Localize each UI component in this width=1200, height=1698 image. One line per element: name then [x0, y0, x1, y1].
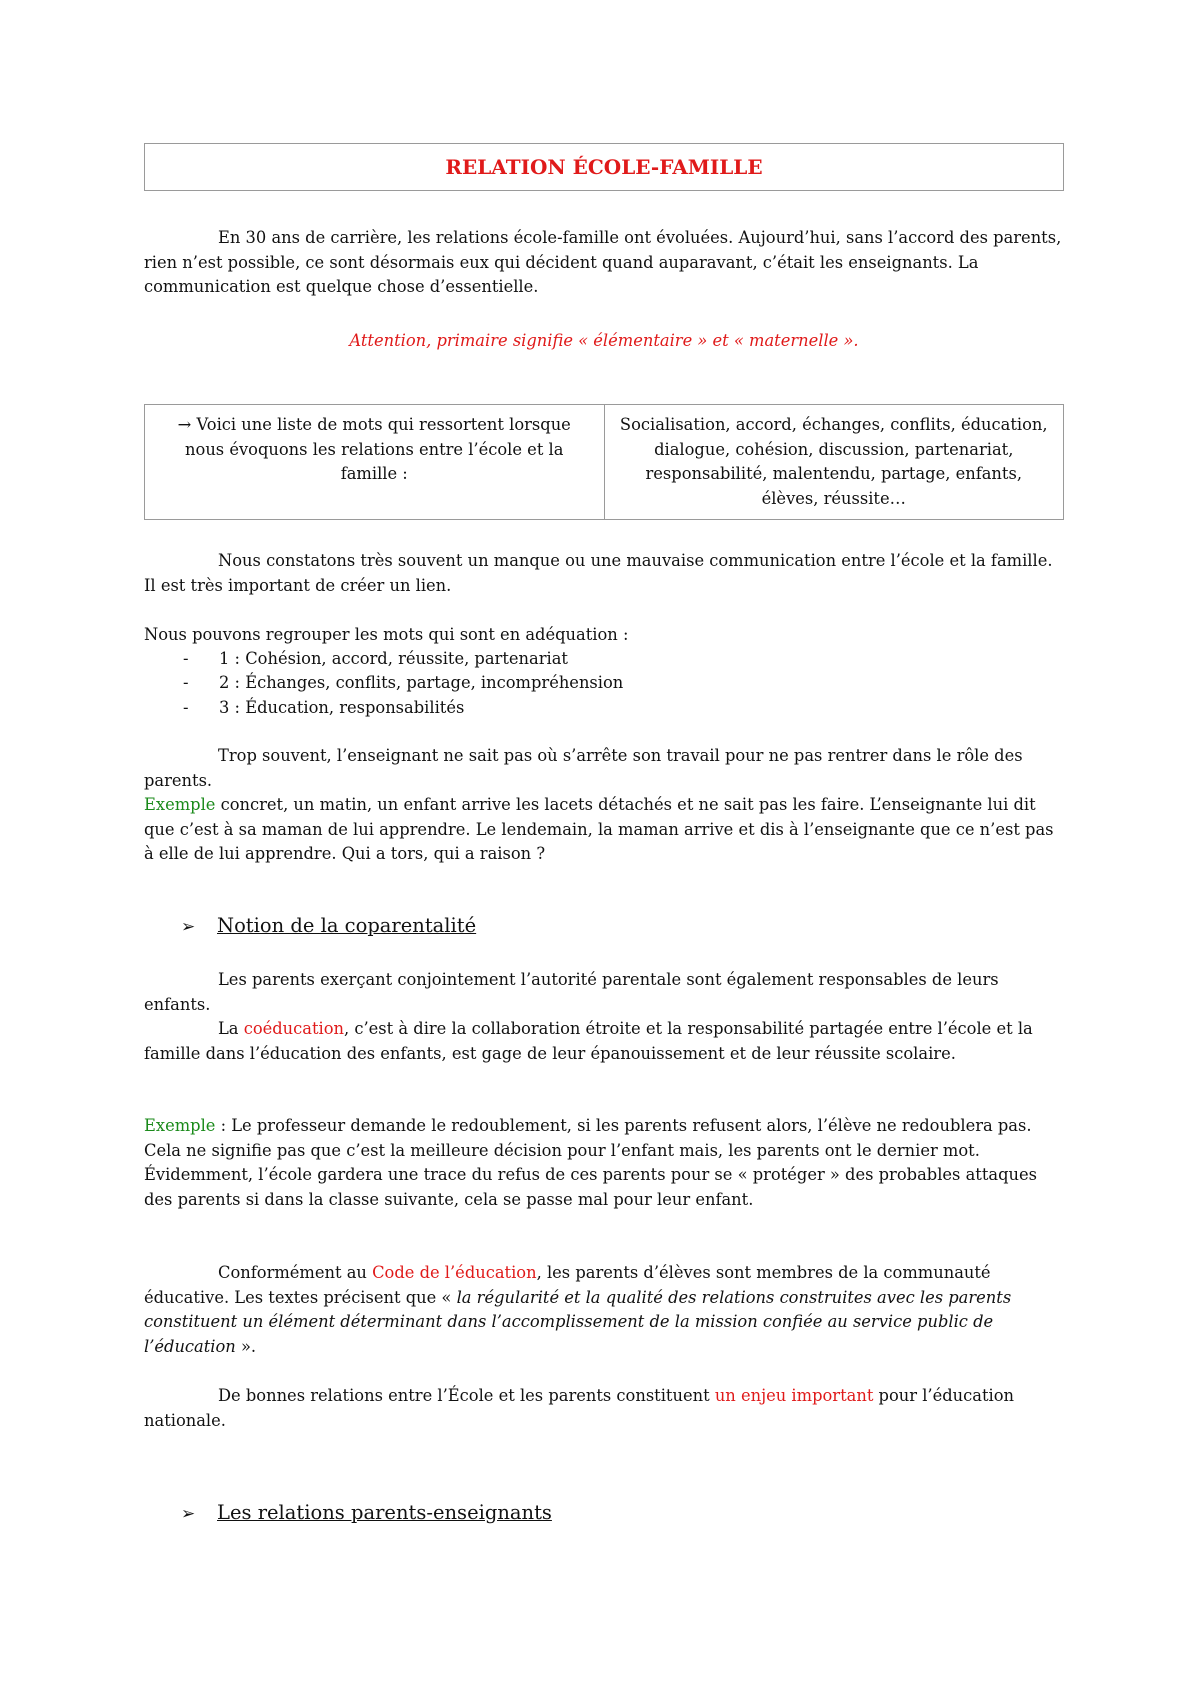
section-heading-coparentalite [181, 914, 476, 937]
document-title: RELATION ÉCOLE-FAMILLE [445, 155, 763, 179]
example-1-paragraph [144, 793, 1064, 867]
code-after: ». [235, 1336, 257, 1356]
example-2-paragraph [144, 1114, 1064, 1212]
code-middle: , les parents d’élèves sont membres de la communauté éducative. Les textes précisent que « [144, 1263, 991, 1307]
group-item-2: 2 : Échanges, conflits, partage, incompréhension [219, 673, 624, 692]
list-dash: - [183, 673, 189, 692]
enjeu-after: pour l’éducation nationale. [144, 1386, 1014, 1430]
arrowhead-icon: ➢ [181, 917, 196, 937]
code-before: Conformément au [218, 1263, 373, 1282]
enjeu-before: De bonnes relations entre l’École et les parents constituent [218, 1386, 715, 1405]
code-education-paragraph [144, 1261, 1064, 1359]
arrowhead-icon: ➢ [181, 1504, 196, 1524]
coeducation-highlight: coéducation [243, 1019, 345, 1038]
list-item [183, 647, 568, 672]
section-title-relations: Les relations parents-enseignants [217, 1501, 552, 1524]
group-intro: Nous pouvons regrouper les mots qui sont en adéquation : [144, 625, 629, 644]
keywords-list-cell [604, 405, 1064, 520]
list-item [183, 696, 464, 721]
right-arrow-icon: → [177, 415, 192, 434]
keywords-table [144, 404, 1064, 520]
section-heading-relations [181, 1501, 552, 1524]
example-2-label: Exemple [144, 1116, 216, 1135]
list-dash: - [183, 698, 189, 717]
list-item [183, 671, 623, 696]
parents-paragraph: Les parents exerçant conjointement l’autorité parentale sont également responsables de leurs enfants. [144, 970, 999, 1014]
example-2-text: : Le professeur demande le redoublement, si les parents refusent alors, l’élève ne redoublera pas. Cela ne signifie pas que c’est la meilleure décision pour l’enfant mais, les parents ont le dernier mot. Évidemment, l’école gardera une trace du refus de ces parents pour se « protéger » des probables attaques des parents si dans la classe suivante, cela se passe mal pour leur enfant. [144, 1116, 1037, 1209]
enjeu-paragraph [144, 1384, 1064, 1433]
coeducation-before: La [218, 1019, 244, 1038]
example-1-text: concret, un matin, un enfant arrive les lacets détachés et ne sait pas les faire. L’enseignante lui dit que c’est à sa maman de lui apprendre. Le lendemain, la maman arrive et dis à l’enseignante que ce n’est pas à elle de lui apprendre. Qui a tors, qui a raison ? [144, 795, 1054, 863]
constat-paragraph: Nous constatons très souvent un manque ou une mauvaise communication entre l’école et la famille. Il est très important de créer un lien. [144, 551, 1053, 595]
code-highlight: Code de l’éducation [372, 1263, 537, 1282]
trop-souvent-paragraph: Trop souvent, l’enseignant ne sait pas où s’arrête son travail pour ne pas rentrer dans le rôle des parents. [144, 746, 1023, 790]
code-quote: la régularité et la qualité des relations construites avec les parents constituent un élément déterminant dans l’accomplissement de la mission confiée au service public de l’éducation [144, 1287, 1012, 1356]
keywords-intro-cell [145, 405, 605, 520]
group-item-3: 3 : Éducation, responsabilités [219, 698, 465, 717]
list-dash: - [183, 649, 189, 668]
coeducation-after: , c’est à dire la collaboration étroite et la responsabilité partagée entre l’école et la famille dans l’éducation des enfants, est gage de leur épanouissement et de leur réussite scolaire. [144, 1019, 1033, 1063]
group-item-1: 1 : Cohésion, accord, réussite, partenariat [219, 649, 568, 668]
keywords-intro-text: Voici une liste de mots qui ressortent lorsque nous évoquons les relations entre l’école et la famille : [185, 415, 571, 483]
keywords-list-text: Socialisation, accord, échanges, conflits, éducation, dialogue, cohésion, discussion, partenariat, responsabilité, malentendu, partage, enfants, élèves, réussite… [619, 415, 1048, 508]
document-title-box [144, 143, 1064, 191]
example-1-label: Exemple [144, 795, 216, 814]
intro-paragraph: En 30 ans de carrière, les relations école-famille ont évoluées. Aujourd’hui, sans l’accord des parents, rien n’est possible, ce sont désormais eux qui décident quand auparavant, c’était les enseignants. La communication est quelque chose d’essentielle. [144, 228, 1062, 296]
coeducation-paragraph [144, 1017, 1064, 1066]
enjeu-highlight: un enjeu important [714, 1386, 874, 1405]
attention-note: Attention, primaire signifie « élémentaire » et « maternelle ». [349, 331, 859, 350]
section-title-coparentalite: Notion de la coparentalité [217, 914, 477, 937]
